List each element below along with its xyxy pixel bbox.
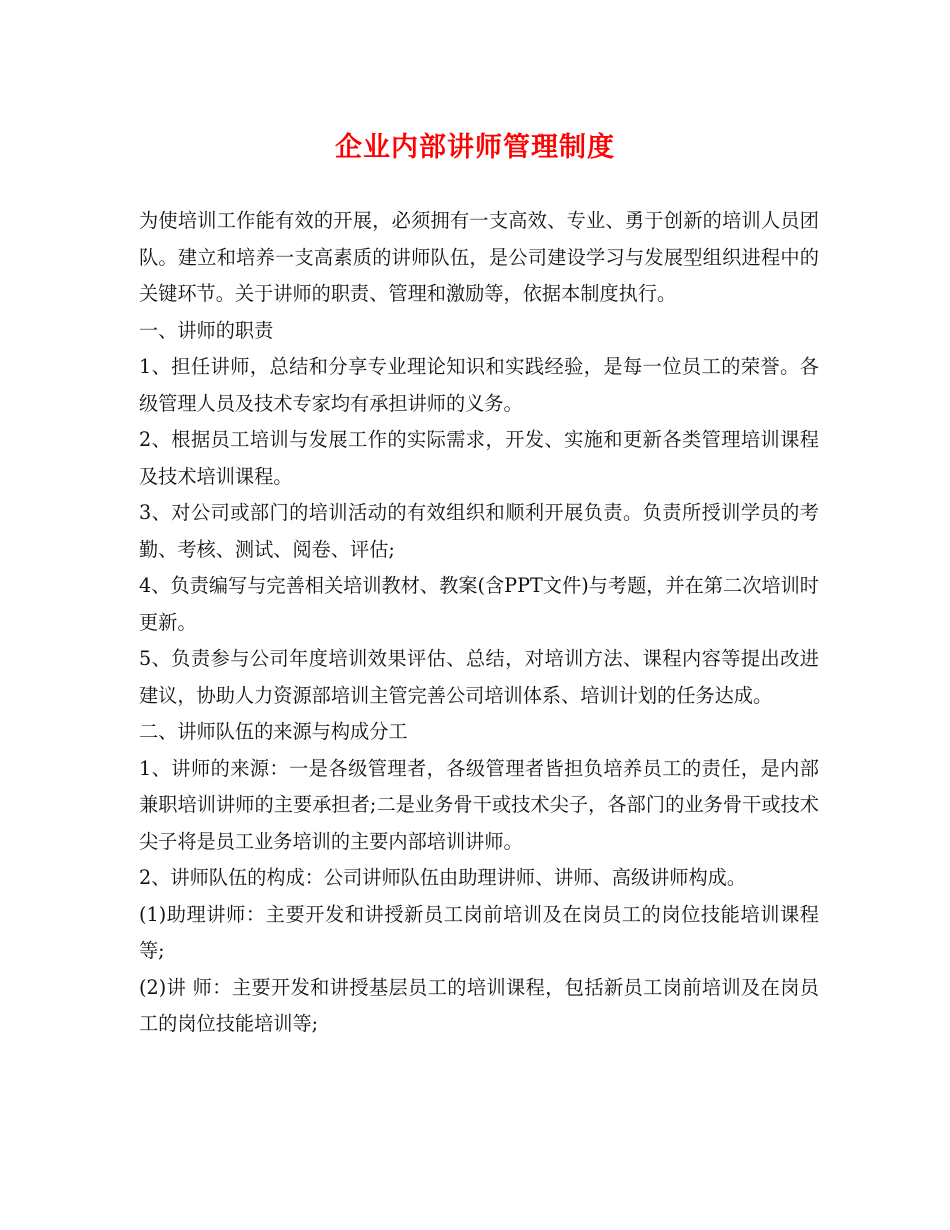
document-title: 企业内部讲师管理制度 (335, 132, 615, 163)
duty-item-3: 3、对公司或部门的培训活动的有效组织和顺利开展负责。负责所授训学员的考勤、考核、测试、阅卷、评估; (139, 501, 819, 561)
duty-item-2: 2、根据员工培训与发展工作的实际需求，开发、实施和更新各类管理培训课程及技术培训课程。 (139, 428, 819, 488)
duty-item-4: 4、负责编写与完善相关培训教材、教案(含PPT文件)与考题，并在第二次培训时更新。 (139, 574, 819, 634)
duty-item-5: 5、负责参与公司年度培训效果评估、总结，对培训方法、课程内容等提出改进建议，协助人力资源部培训主管完善公司培训体系、培训计划的任务达成。 (139, 647, 819, 707)
rank-item-assistant: (1)助理讲师：主要开发和讲授新员工岗前培训及在岗员工的岗位技能培训课程等; (139, 902, 819, 962)
section-heading-duties: 一、讲师的职责 (139, 318, 274, 342)
duty-item-1: 1、担任讲师，总结和分享专业理论知识和实践经验，是每一位员工的荣誉。各级管理人员及技术专家均有承担讲师的义务。 (139, 355, 819, 415)
section-heading-sources: 二、讲师队伍的来源与构成分工 (139, 720, 408, 743)
document-body (139, 203, 819, 1043)
source-item-2: 2、讲师队伍的构成：公司讲师队伍由助理讲师、讲师、高级讲师构成。 (139, 866, 747, 889)
intro-paragraph: 为使培训工作能有效的开展，必须拥有一支高效、专业、勇于创新的培训人员团队。建立和培养一支高素质的讲师队伍，是公司建设学习与发展型组织进程中的关键环节。关于讲师的职责、管理和激励等，依据本制度执行。 (139, 209, 819, 305)
source-item-1: 1、讲师的来源：一是各级管理者，各级管理者皆担负培养员工的责任，是内部兼职培训讲师的主要承担者;二是业务骨干或技术尖子，各部门的业务骨干或技术尖子将是员工业务培训的主要内部培训讲师。 (139, 756, 819, 853)
rank-item-lecturer: (2)讲 师：主要开发和讲授基层员工的培训课程，包括新员工岗前培训及在岗员工的岗位技能培训等; (139, 975, 819, 1035)
